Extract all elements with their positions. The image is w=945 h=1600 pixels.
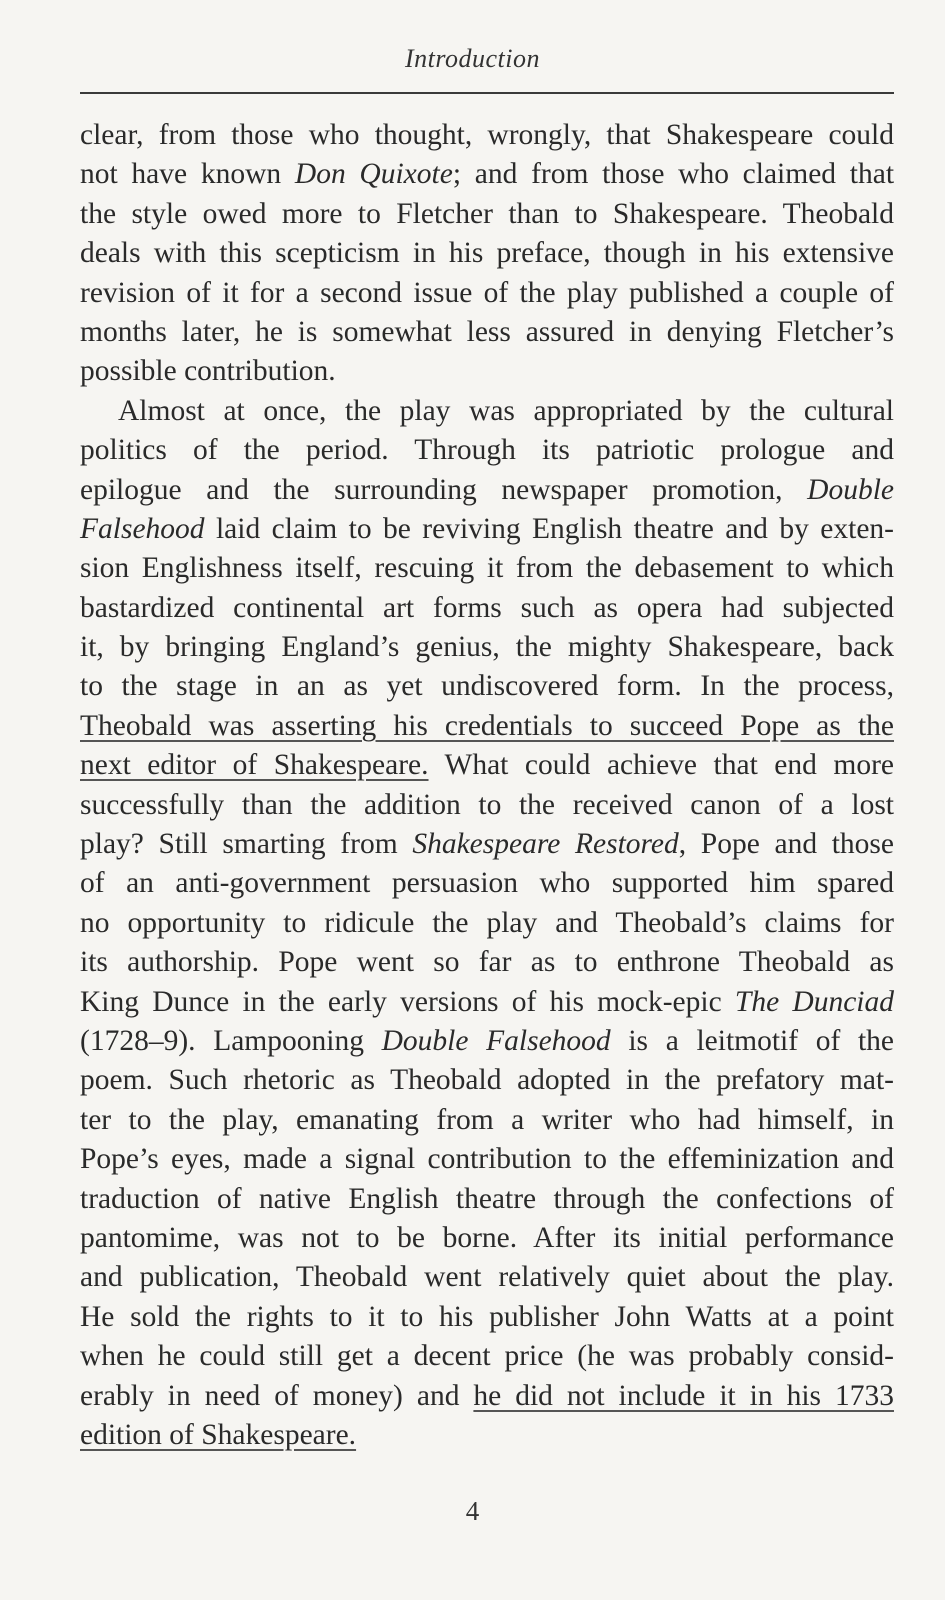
text-line	[80, 155, 894, 194]
text-line	[80, 825, 894, 864]
page-number: 4	[465, 1496, 480, 1526]
text-run: pantomime, was not to be borne. After its initial performance	[80, 1221, 894, 1254]
text-line	[80, 1337, 894, 1376]
text-line	[80, 431, 894, 470]
text-run: King Dunce in the early versions of his mock-epic	[80, 985, 735, 1018]
text-run: when he could still get a decent price (he was probably consid-	[80, 1340, 894, 1373]
text-line	[80, 943, 894, 982]
text-run: traduction of native English theatre through the confections of	[80, 1182, 894, 1215]
text-run: poem. Such rhetoric as Theobald adopted in the prefatory mat-	[80, 1064, 894, 1097]
text-run: is a leitmotif of the	[610, 1024, 895, 1057]
text-run: revision of it for a second issue of the play published a couple of	[80, 276, 894, 309]
text-run: its authorship. Pope went so far as to enthrone Theobald as	[80, 946, 894, 979]
text-line	[80, 274, 894, 313]
text-line	[80, 352, 894, 391]
pencil-underlined-text: he did not include it in his 1733	[473, 1379, 894, 1412]
text-line	[80, 589, 894, 628]
italic-title: Don Quixote	[294, 158, 453, 191]
text-run: epilogue and the surrounding newspaper promotion,	[80, 473, 808, 506]
text-run: of an anti-government persuasion who supported him spared	[80, 867, 894, 900]
text-run: possible contribution.	[80, 355, 336, 388]
pencil-underlined-text: Theobald was asserting his credentials to succeed Pope as the	[80, 709, 894, 742]
text-run: Almost at once, the play was appropriated by the cultural	[118, 394, 894, 427]
text-line	[80, 1377, 894, 1416]
text-line	[80, 1180, 894, 1219]
text-run: sion Englishness itself, rescuing it from the debasement to which	[80, 552, 894, 585]
paragraph-1	[80, 116, 894, 392]
text-run: (1728–9). Lampooning	[80, 1024, 382, 1057]
text-line	[80, 1101, 894, 1140]
text-line	[80, 864, 894, 903]
italic-title: Double	[807, 473, 894, 506]
paragraph-2	[80, 392, 894, 1456]
text-line	[80, 746, 894, 785]
italic-title: Shakespeare Restored	[412, 828, 679, 861]
text-line	[80, 1298, 894, 1337]
text-line	[80, 471, 894, 510]
text-run: Pope’s eyes, made a signal contribution to the effeminization and	[80, 1143, 894, 1176]
text-run: months later, he is somewhat less assured in denying Fletcher’s	[80, 315, 894, 348]
text-line	[80, 786, 894, 825]
text-line	[80, 1416, 894, 1455]
text-run: deals with this scepticism in his preface, though in his extensive	[80, 237, 894, 270]
text-line	[80, 234, 894, 273]
text-line	[80, 904, 894, 943]
pencil-underlined-text: edition of Shakespeare.	[80, 1418, 357, 1451]
text-line	[80, 313, 894, 352]
text-run: it, by bringing England’s genius, the mighty Shakespeare, back	[80, 631, 894, 664]
text-line	[80, 983, 894, 1022]
text-run: politics of the period. Through its patriotic prologue and	[80, 434, 894, 467]
text-line	[80, 392, 894, 431]
text-run: to the stage in an as yet undiscovered form. In the process,	[80, 670, 894, 703]
text-line	[80, 549, 894, 588]
italic-title: The Dunciad	[734, 985, 894, 1018]
text-line	[80, 628, 894, 667]
text-line	[80, 707, 894, 746]
text-line	[80, 1258, 894, 1297]
text-run: no opportunity to ridicule the play and Theobald’s claims for	[80, 906, 894, 939]
text-run: ; and from those who claimed that	[452, 158, 895, 191]
text-run: He sold the rights to it to his publisher John Watts at a point	[80, 1300, 894, 1333]
italic-title: Falsehood	[80, 512, 205, 545]
text-run: erably in need of money) and	[80, 1379, 474, 1412]
text-line	[80, 116, 894, 155]
text-run: not have known	[80, 158, 295, 191]
text-run: What could achieve that end more	[428, 749, 894, 782]
text-line	[80, 1061, 894, 1100]
text-line	[80, 510, 894, 549]
body-text	[80, 116, 894, 1455]
text-run: successfully than the addition to the received canon of a lost	[80, 788, 894, 821]
text-run: , Pope and those	[678, 828, 895, 861]
text-run: bastardized continental art forms such as opera had subjected	[80, 591, 894, 624]
text-run: clear, from those who thought, wrongly, that Shakespeare could	[80, 119, 894, 151]
header-rule	[80, 92, 894, 94]
text-run: play? Still smarting from	[80, 828, 413, 861]
pencil-underlined-text: next editor of Shakespeare.	[80, 749, 429, 782]
text-run: ter to the play, emanating from a writer who had himself, in	[80, 1103, 894, 1136]
text-run: laid claim to be reviving English theatre and by exten-	[204, 512, 894, 545]
text-line	[80, 1022, 894, 1061]
text-line	[80, 1140, 894, 1179]
text-line	[80, 1219, 894, 1258]
text-run: and publication, Theobald went relatively quiet about the play.	[80, 1261, 894, 1294]
text-line	[80, 667, 894, 706]
running-head: Introduction	[404, 44, 541, 73]
text-run: the style owed more to Fletcher than to Shakespeare. Theobald	[80, 197, 894, 230]
text-line	[80, 195, 894, 234]
italic-title: Double Falsehood	[381, 1024, 611, 1057]
